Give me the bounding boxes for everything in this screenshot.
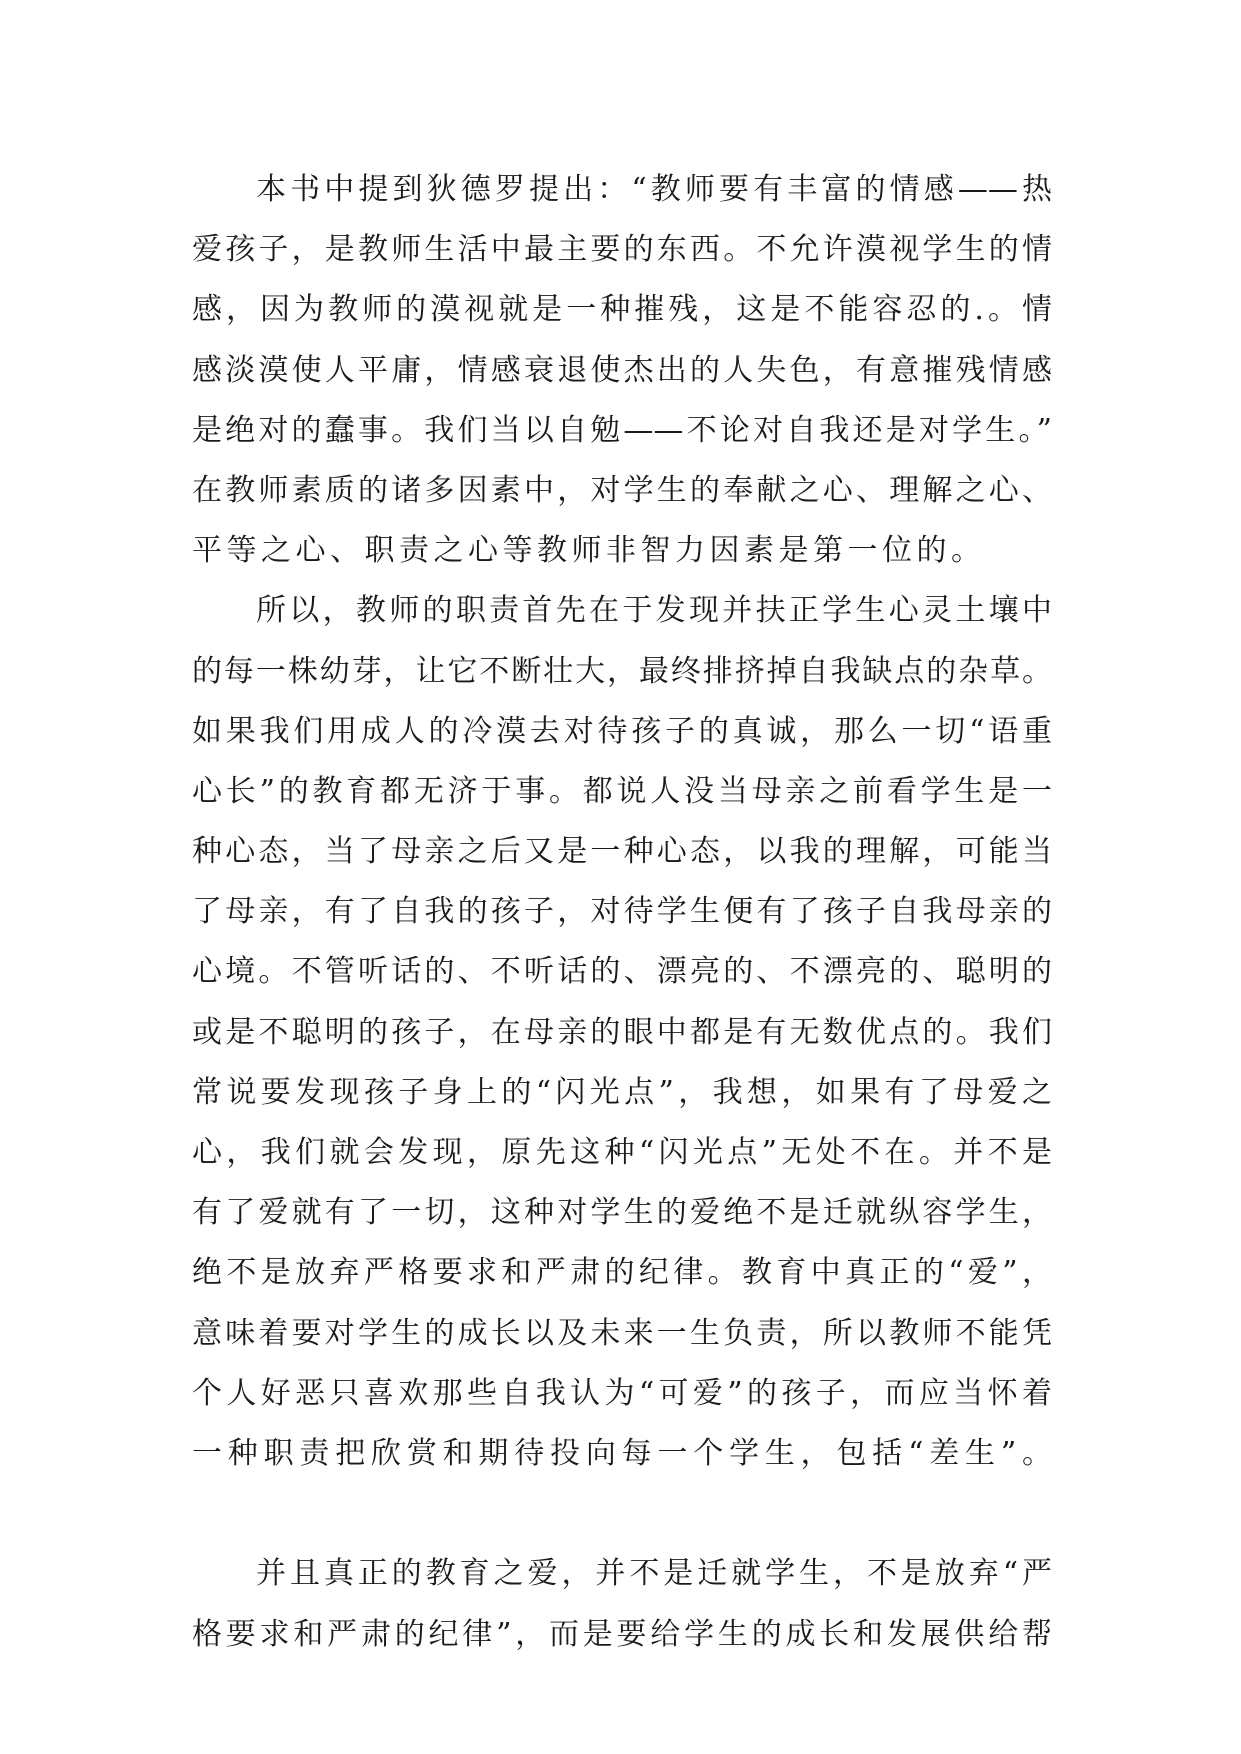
text-line: 绝不是放弃严格要求和严肃的纪律。教育中真正的“爱”， xyxy=(192,1255,1052,1291)
document-body xyxy=(192,160,1052,1665)
text-line: 了母亲，有了自我的孩子，对待学生便有了孩子自我母亲的 xyxy=(192,894,1052,930)
text-line: 感淡漠使人平庸，情感衰退使杰出的人失色，有意摧残情感 xyxy=(192,352,1052,388)
text-line: 格要求和严肃的纪律”，而是要给学生的成长和发展供给帮 xyxy=(192,1616,1052,1652)
text-line: 爱孩子，是教师生活中最主要的东西。不允许漠视学生的情 xyxy=(192,232,1052,268)
paragraph-2 xyxy=(192,581,1052,1544)
text-line: 心，我们就会发现，原先这种“闪光点”无处不在。并不是 xyxy=(192,1135,1052,1170)
text-line: 在教师素质的诸多因素中，对学生的奉献之心、理解之心、 xyxy=(192,472,1052,508)
text-line: 的每一株幼芽，让它不断壮大，最终排挤掉自我缺点的杂草。 xyxy=(192,653,1052,689)
text-line: 所以，教师的职责首先在于发现并扶正学生心灵土壤中 xyxy=(256,593,1052,629)
text-line: 平等之心、职责之心等教师非智力因素是第一位的。 xyxy=(192,533,986,569)
text-line: 意味着要对学生的成长以及未来一生负责，所以教师不能凭 xyxy=(192,1315,1052,1351)
text-line: 一种职责把欣赏和期待投向每一个学生，包括“差生”。 xyxy=(192,1435,1052,1471)
text-line: 是绝对的蠢事。我们当以自勉——不论对自我还是对学生。” xyxy=(192,412,1052,448)
text-line: 种心态，当了母亲之后又是一种心态，以我的理解，可能当 xyxy=(192,834,1052,870)
text-line: 或是不聪明的孩子，在母亲的眼中都是有无数优点的。我们 xyxy=(192,1014,1052,1050)
text-line: 常说要发现孩子身上的“闪光点”，我想，如果有了母爱之 xyxy=(192,1074,1052,1110)
paragraph-3 xyxy=(192,1544,1052,1664)
text-line: 心长”的教育都无济于事。都说人没当母亲之前看学生是一 xyxy=(192,773,1052,809)
text-line: 并且真正的教育之爱，并不是迁就学生，不是放弃“严 xyxy=(256,1556,1052,1592)
text-line: 心境。不管听话的、不听话的、漂亮的、不漂亮的、聪明的 xyxy=(192,954,1052,990)
text-line: 感，因为教师的漠视就是一种摧残，这是不能容忍的.。情 xyxy=(192,292,1052,328)
text-line: 有了爱就有了一切，这种对学生的爱绝不是迁就纵容学生， xyxy=(192,1195,1052,1231)
text-line: 如果我们用成人的冷漠去对待孩子的真诚，那么一切“语重 xyxy=(192,713,1052,749)
text-line xyxy=(192,1484,1052,1544)
text-line: 本书中提到狄德罗提出：“教师要有丰富的情感——热 xyxy=(256,172,1052,207)
text-line: 个人好恶只喜欢那些自我认为“可爱”的孩子，而应当怀着 xyxy=(192,1375,1052,1411)
paragraph-1 xyxy=(192,160,1052,581)
